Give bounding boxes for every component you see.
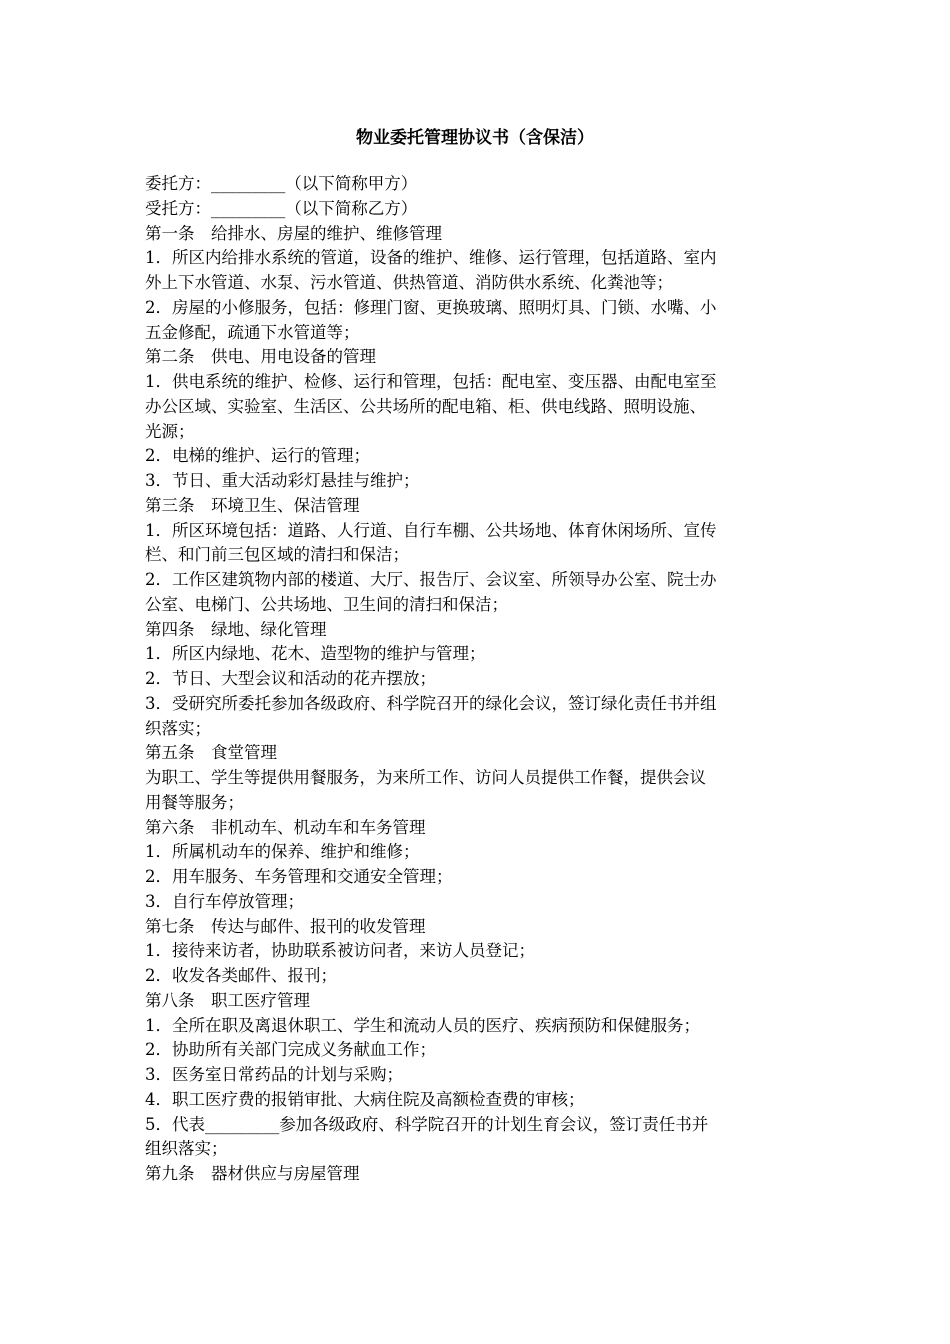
article-9-heading: 第九条 器材供应与房屋管理 bbox=[145, 1164, 360, 1183]
text-line: 1．所属机动车的保养、维护和维修； bbox=[145, 842, 420, 862]
article-5-heading: 第五条 食堂管理 bbox=[145, 743, 277, 763]
party-b-line: 受托方：_________（以下简称乙方） bbox=[145, 198, 418, 218]
article-8-heading: 第八条 职工医疗管理 bbox=[145, 990, 310, 1010]
text-line: 五金修配，疏通下水管道等； bbox=[145, 322, 360, 342]
text-line: 1．所区环境包括：道路、人行道、自行车棚、公共场地、体育休闲场所、宣传 bbox=[145, 520, 717, 540]
text-line: 栏、和门前三包区域的清扫和保洁； bbox=[145, 545, 409, 565]
text-line: 3．医务室日常药品的计划与采购； bbox=[145, 1065, 403, 1084]
article-7-heading: 第七条 传达与邮件、报刊的收发管理 bbox=[145, 916, 426, 936]
party-a-line: 委托方：_________（以下简称甲方） bbox=[145, 174, 418, 193]
text-line: 1．全所在职及离退休职工、学生和流动人员的医疗、疾病预防和保健服务； bbox=[145, 1015, 700, 1035]
article-3-heading: 第三条 环境卫生、保洁管理 bbox=[145, 495, 360, 515]
text-line: 2．用车服务、车务管理和交通安全管理； bbox=[145, 867, 453, 886]
document-title: 物业委托管理协议书（含保洁） bbox=[356, 128, 594, 148]
text-line: 3．受研究所委托参加各级政府、科学院召开的绿化会议，签订绿化责任书并组 bbox=[145, 693, 717, 713]
article-4-heading: 第四条 绿地、绿化管理 bbox=[145, 619, 327, 639]
text-line: 织落实； bbox=[145, 718, 211, 738]
text-line: 3．自行车停放管理； bbox=[145, 891, 304, 911]
text-line: 2．节日、大型会议和活动的花卉摆放； bbox=[145, 669, 436, 688]
text-line: 3．节日、重大活动彩灯悬挂与维护； bbox=[145, 471, 420, 490]
text-line: 用餐等服务； bbox=[145, 792, 244, 812]
text-line: 1．所区内绿地、花木、造型物的维护与管理； bbox=[145, 644, 486, 664]
text-line: 光源； bbox=[145, 421, 195, 441]
text-line: 1．供电系统的维护、检修、运行和管理，包括：配电室、变压器、由配电室至 bbox=[145, 372, 717, 391]
text-line: 4．职工医疗费的报销审批、大病住院及高额检查费的审核； bbox=[145, 1089, 585, 1109]
article-2-heading: 第二条 供电、用电设备的管理 bbox=[145, 347, 376, 367]
article-6-heading: 第六条 非机动车、机动车和车务管理 bbox=[145, 817, 426, 837]
text-line: 组织落实； bbox=[145, 1139, 228, 1159]
text-line: 2．电梯的维护、运行的管理； bbox=[145, 446, 370, 466]
text-line: 办公区域、实验室、生活区、公共场所的配电箱、柜、供电线路、照明设施、 bbox=[145, 396, 706, 416]
text-line: 1．所区内给排水系统的管道，设备的维护、维修、运行管理，包括道路、室内 bbox=[145, 248, 717, 268]
article-1-heading: 第一条 给排水、房屋的维护、维修管理 bbox=[145, 223, 442, 243]
text-line: 公室、电梯门、公共场地、卫生间的清扫和保洁； bbox=[145, 594, 508, 614]
text-line: 为职工、学生等提供用餐服务，为来所工作、访问人员提供工作餐，提供会议 bbox=[145, 768, 706, 787]
text-line: 5．代表_________参加各级政府、科学院召开的计划生育会议，签订责任书并 bbox=[145, 1114, 709, 1134]
text-line: 2．房屋的小修服务，包括：修理门窗、更换玻璃、照明灯具、门锁、水嘴、小 bbox=[145, 297, 717, 317]
text-line: 2．协助所有关部门完成义务献血工作； bbox=[145, 1040, 436, 1060]
text-line: 2．工作区建筑物内部的楼道、大厅、报告厅、会议室、所领导办公室、院士办 bbox=[145, 570, 717, 589]
text-line: 1．接待来访者，协助联系被访问者，来访人员登记； bbox=[145, 941, 535, 961]
text-line: 2．收发各类邮件、报刊； bbox=[145, 966, 337, 985]
document-body bbox=[145, 172, 815, 1187]
text-line: 外上下水管道、水泵、污水管道、供热管道、消防供水系统、化粪池等； bbox=[145, 273, 673, 292]
